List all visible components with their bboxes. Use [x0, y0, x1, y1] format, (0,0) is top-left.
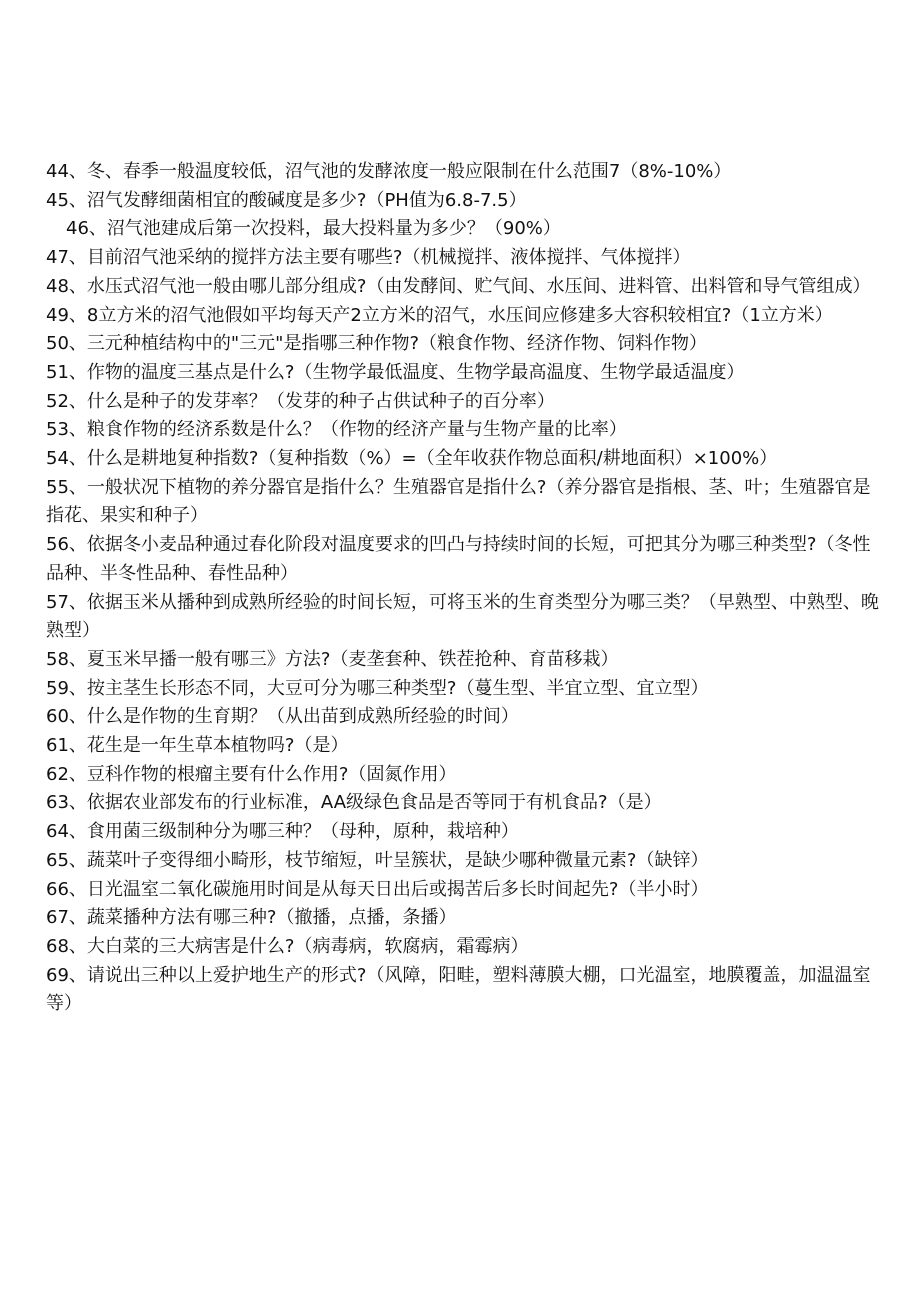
question-55: 55、一般状况下植物的养分器官是指什么？生殖器官是指什么?（养分器官是指根、茎、叶；生殖器官是指花、果实和种子）	[46, 476, 871, 527]
question-49: 49、8立方米的沼气池假如平均每天产2立方米的沼气，水压间应修建多大容积较相宜?（1立方米）	[46, 304, 833, 326]
question-68: 68、大白菜的三大病害是什么?（病毒病，软腐病，霜霉病）	[46, 935, 529, 957]
question-47: 47、目前沼气池采纳的搅拌方法主要有哪些?（机械搅拌、液体搅拌、气体搅拌）	[46, 247, 691, 269]
question-67: 67、蔬菜播种方法有哪三种?（撤播，点播，条播）	[46, 907, 457, 929]
question-58: 58、夏玉米早播一般有哪三》方法?（麦垄套种、铁茬抢种、育苗移栽）	[46, 648, 619, 670]
question-66: 66、日光温室二氧化碳施用时间是从每天日出后或揭苦后多长时间起先?（半小时）	[46, 878, 709, 900]
question-56: 56、依据冬小麦品种通过春化阶段对温度要求的凹凸与持续时间的长短，可把其分为哪三种类型?（冬性品种、半冬性品种、春性品种）	[46, 534, 871, 584]
question-61: 61、花生是一年生草本植物吗?（是）	[46, 735, 349, 757]
question-62: 62、豆科作物的根瘤主要有什么作用?（固氮作用）	[46, 763, 457, 785]
question-53: 53、粮食作物的经济系数是什么？（作物的经济产量与生物产量的比率）	[46, 419, 627, 441]
question-60: 60、什么是作物的生育期？（从出苗到成熟所经验的时间）	[46, 706, 519, 728]
question-44: 44、冬、春季一般温度较低，沼气池的发酵浓度一般应限制在什么范围7（8%-10%）	[46, 161, 732, 182]
question-65: 65、蔬菜叶子变得细小畸形，枝节缩短，叶呈簇状，是缺少哪种微量元素?（缺锌）	[46, 849, 709, 871]
question-48: 48、水压式沼气池一般由哪儿部分组成?（由发酵间、贮气间、水压间、进料管、出料管和导气管组成）	[46, 275, 871, 297]
question-57: 57、依据玉米从播种到成熟所经验的时间长短，可将玉米的生育类型分为哪三类？（早熟型、中熟型、晚熟型）	[46, 591, 879, 642]
question-59: 59、按主茎生长形态不同，大豆可分为哪三种类型?（蔓生型、半宜立型、宜立型）	[46, 677, 709, 699]
question-50: 50、三元种植结构中的"三元"是指哪三种作物?（粮食作物、经济作物、饲料作物）	[46, 333, 708, 355]
question-46: 46、沼气池建成后第一次投料，最大投料量为多少？（90%）	[66, 218, 561, 240]
document-body	[46, 158, 886, 1019]
question-51: 51、作物的温度三基点是什么?（生物学最低温度、生物学最高温度、生物学最适温度）	[46, 361, 745, 383]
question-64: 64、食用菌三级制种分为哪三种？（母种，原种，栽培种）	[46, 821, 519, 843]
question-52: 52、什么是种子的发芽率？（发芽的种子占供试种子的百分率）	[46, 390, 555, 412]
question-63: 63、依据农业部发布的行业标准，AA级绿色食品是否等同于有机食品?（是）	[46, 792, 662, 814]
question-69: 69、请说出三种以上爱护地生产的形式?（风障，阳畦，塑料薄膜大棚，口光温室，地膜覆盖，加温温室等）	[46, 964, 871, 1015]
question-54: 54、什么是耕地复种指数?（复种指数（%）=（全年收获作物总面积/耕地面积）×100%）	[46, 448, 778, 470]
question-45: 45、沼气发酵细菌相宜的酸碱度是多少?（PH值为6.8-7.5）	[46, 189, 527, 211]
